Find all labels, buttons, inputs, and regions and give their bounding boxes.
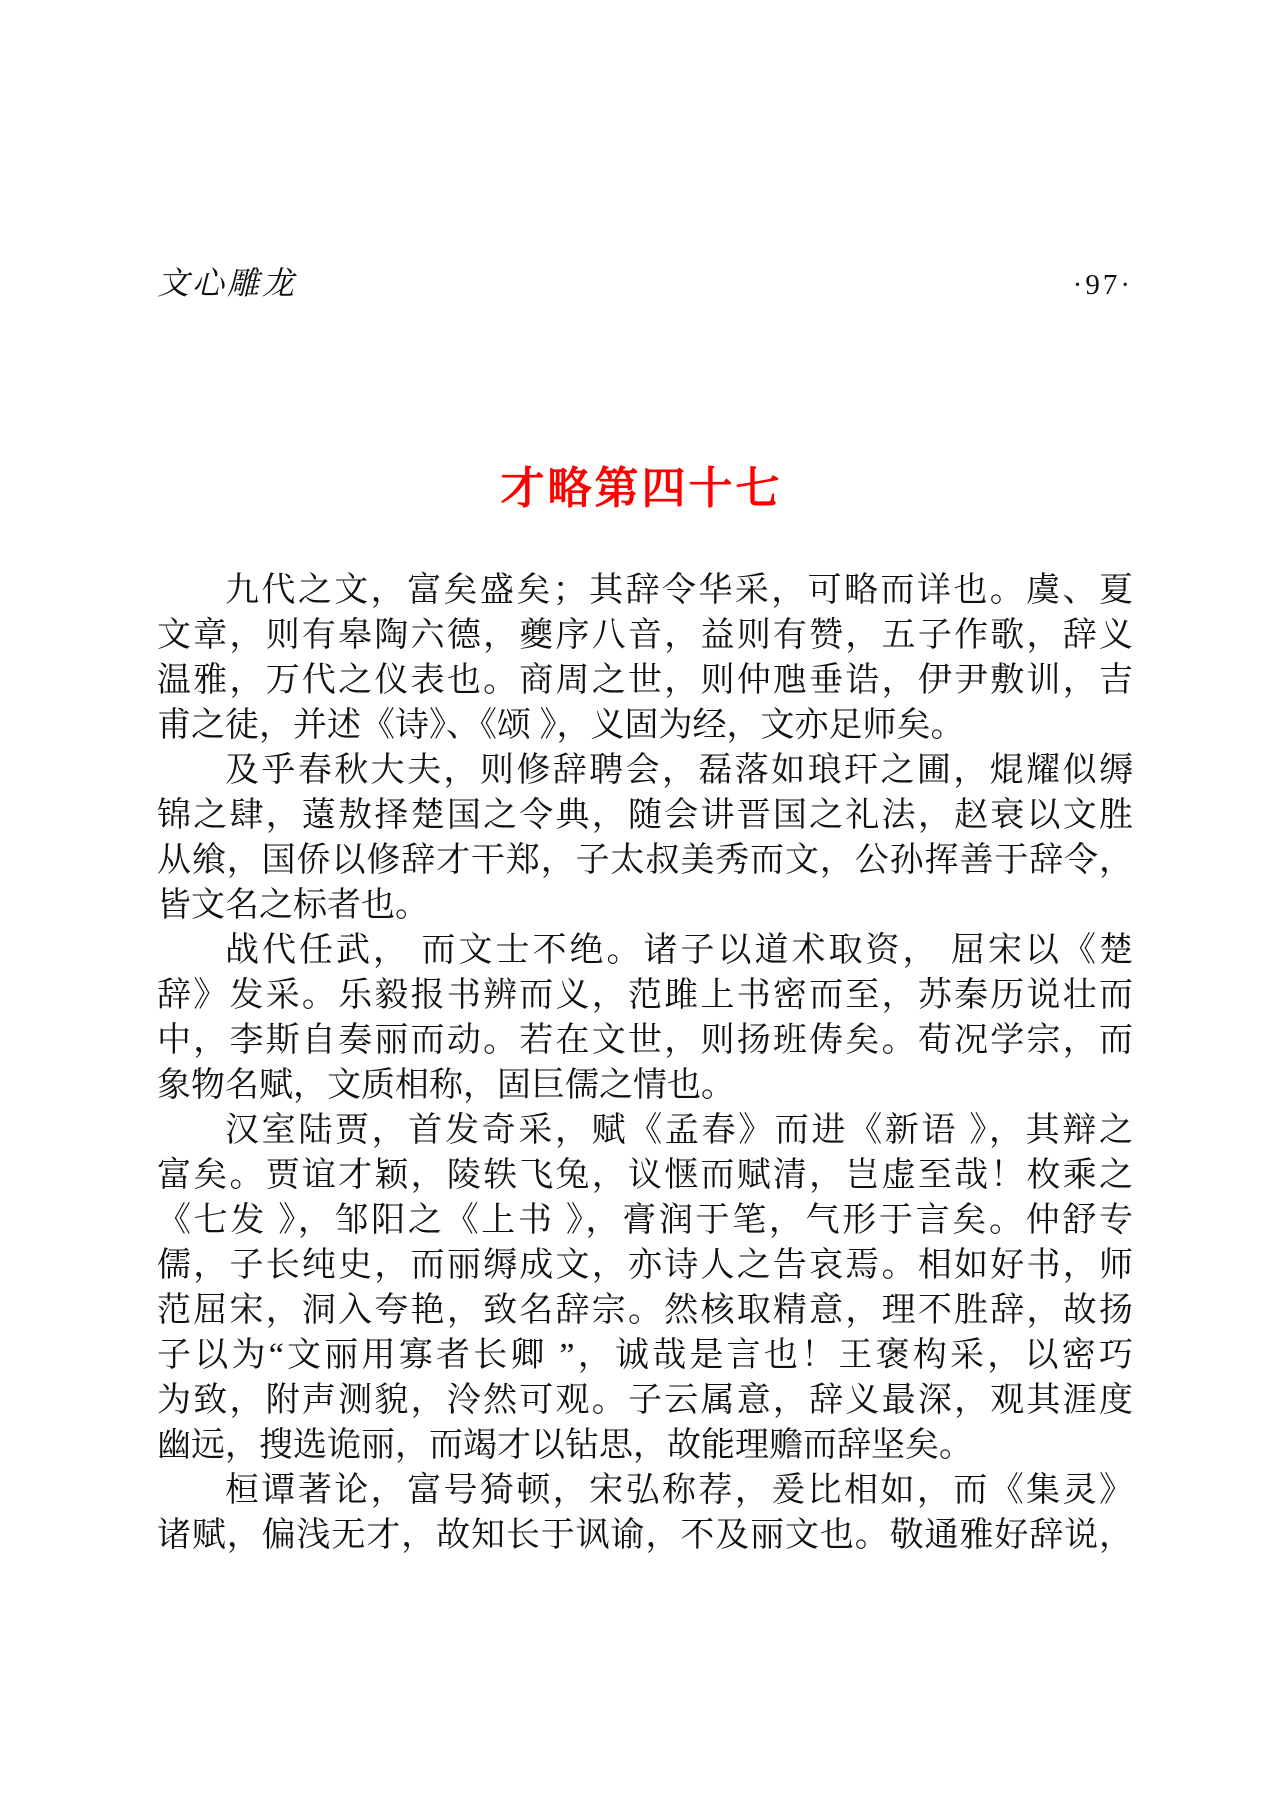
paragraph	[157, 568, 1133, 748]
text-line: 及乎春秋大夫，则修辞聘会，磊落如琅玕之圃，焜耀似缛	[225, 752, 1133, 789]
paragraph	[157, 1468, 1133, 1558]
text-line: 温雅，万代之仪表也。商周之世，则仲虺垂诰，伊尹敷训，吉	[157, 662, 1133, 699]
page-header	[157, 258, 1133, 304]
body-text	[157, 568, 1133, 1558]
text-line: 富矣。贾谊才颖，陵轶飞兔，议惬而赋清，岂虚至哉！枚乘之	[157, 1157, 1133, 1194]
text-line: 儒，子长纯史，而丽缛成文，亦诗人之告哀焉。相如好书，师	[157, 1247, 1133, 1284]
text-line: 为致，附声测貌，泠然可观。子云属意，辞义最深，观其涯度	[157, 1382, 1133, 1419]
paragraph	[157, 1108, 1133, 1468]
text-line: 子以为“文丽用寡者长卿 ”，诚哉是言也！王褒构采，以密巧	[157, 1337, 1133, 1374]
text-line: 范屈宋，洞入夸艳，致名辞宗。然核取精意，理不胜辞，故扬	[157, 1292, 1133, 1329]
text-line: 锦之肆，薳敖择楚国之令典，随会讲晋国之礼法，赵衰以文胜	[157, 797, 1133, 834]
text-line: 诸赋，偏浅无才，故知长于讽谕，不及丽文也。敬通雅好辞说，	[157, 1517, 1133, 1554]
book-title: 文心雕龙	[157, 265, 298, 301]
text-line: 象物名赋，文质相称，固巨儒之情也。	[157, 1067, 735, 1104]
text-line: 《七发 》，邹阳之《上书 》，膏润于笔，气形于言矣。仲舒专	[157, 1202, 1133, 1239]
paragraph	[157, 928, 1133, 1108]
chapter-title: 才略第四十七	[500, 464, 783, 513]
text-line: 中，李斯自奏丽而动。若在文世，则扬班俦矣。荀况学宗，而	[157, 1022, 1133, 1059]
text-line: 九代之文，富矣盛矣；其辞令华采，可略而详也。虞、夏	[225, 572, 1133, 609]
text-line: 从飨，国侨以修辞才干郑，子太叔美秀而文，公孙挥善于辞令，	[157, 842, 1133, 879]
text-line: 汉室陆贾，首发奇采，赋《孟春》而进《新语 》，其辩之	[225, 1112, 1133, 1149]
text-line: 文章，则有皋陶六德，夔序八音，益则有赞，五子作歌，辞义	[157, 617, 1133, 654]
paragraph	[157, 748, 1133, 928]
text-line: 战代任武， 而文士不绝。诸子以道术取资， 屈宋以《楚	[225, 932, 1133, 969]
page-number: ·97·	[1072, 269, 1133, 301]
text-line: 幽远，搜选诡丽，而竭才以钻思，故能理赡而辞坚矣。	[157, 1427, 973, 1464]
text-line: 桓谭著论，富号猗顿，宋弘称荐，爰比相如，而《集灵》	[225, 1472, 1133, 1509]
text-line: 皆文名之标者也。	[157, 887, 429, 924]
text-line: 甫之徒，并述《诗》、《颂 》，义固为经，文亦足师矣。	[157, 707, 965, 744]
text-line: 辞》发采。乐毅报书辨而义，范雎上书密而至，苏秦历说壮而	[157, 977, 1133, 1014]
